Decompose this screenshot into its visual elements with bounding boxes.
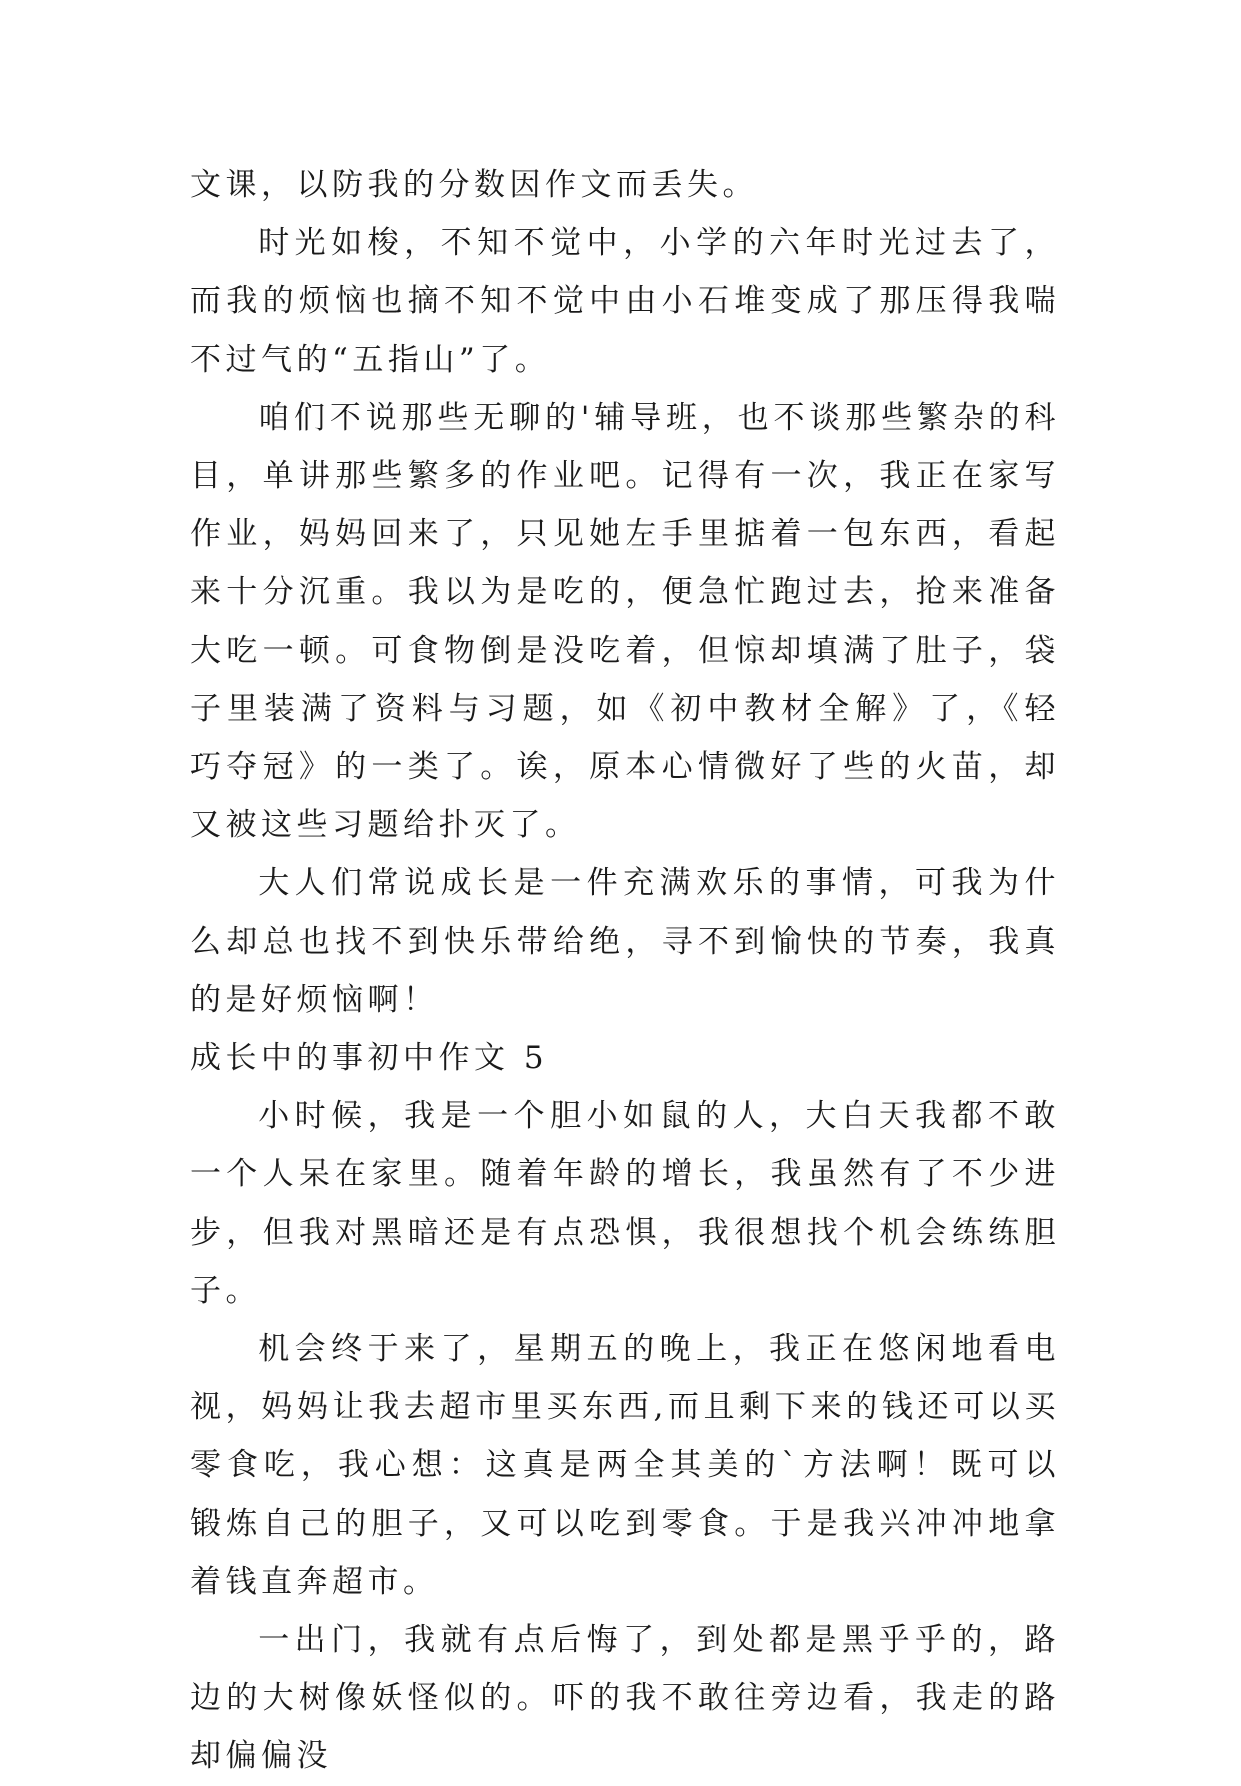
paragraph: 时光如梭，不知不觉中，小学的六年时光过去了，而我的烦恼也摘不知不觉中由小石堆变成了那压得我喘不过气的“五指山”了。	[190, 225, 1060, 378]
document-body	[190, 156, 1060, 1786]
paragraph: 咱们不说那些无聊的'辅导班，也不谈那些繁杂的科目，单讲那些繁多的作业吧。记得有一次，我正在家写作业，妈妈回来了，只见她左手里掂着一包东西，看起来十分沉重。我以为是吃的，便急忙跑过去，抢来准备大吃一顿。可食物倒是没吃着，但惊却填满了肚子，袋子里装满了资料与习题，如《初中教材全解》了，《轻巧夺冠》的一类了。诶，原本心情微好了些的火苗，却又被这些习题给扑灭了。	[190, 399, 1060, 844]
paragraph: 小时候，我是一个胆小如鼠的人，大白天我都不敢一个人呆在家里。随着年龄的增长，我虽然有了不少进步，但我对黑暗还是有点恐惧，我很想找个机会练练胆子。	[190, 1098, 1060, 1309]
paragraph: 大人们常说成长是一件充满欢乐的事情，可我为什么却总也找不到快乐带给绝，寻不到愉快的节奏，我真的是好烦恼啊！	[190, 865, 1060, 1018]
section-heading: 成长中的事初中作文 5	[190, 1040, 549, 1077]
paragraph: 机会终于来了，星期五的晚上，我正在悠闲地看电视，妈妈让我去超市里买东西,而且剩下来的钱还可以买零食吃，我心想：这真是两全其美的`方法啊！既可以锻炼自己的胆子，又可以吃到零食。于是我兴冲冲地拿着钱直奔超市。	[190, 1331, 1060, 1600]
paragraph-continuation: 文课，以防我的分数因作文而丢失。	[190, 167, 758, 203]
paragraph: 一出门，我就有点后悔了，到处都是黑乎乎的，路边的大树像妖怪似的。吓的我不敢往旁边看，我走的路却偏偏没	[190, 1622, 1060, 1775]
